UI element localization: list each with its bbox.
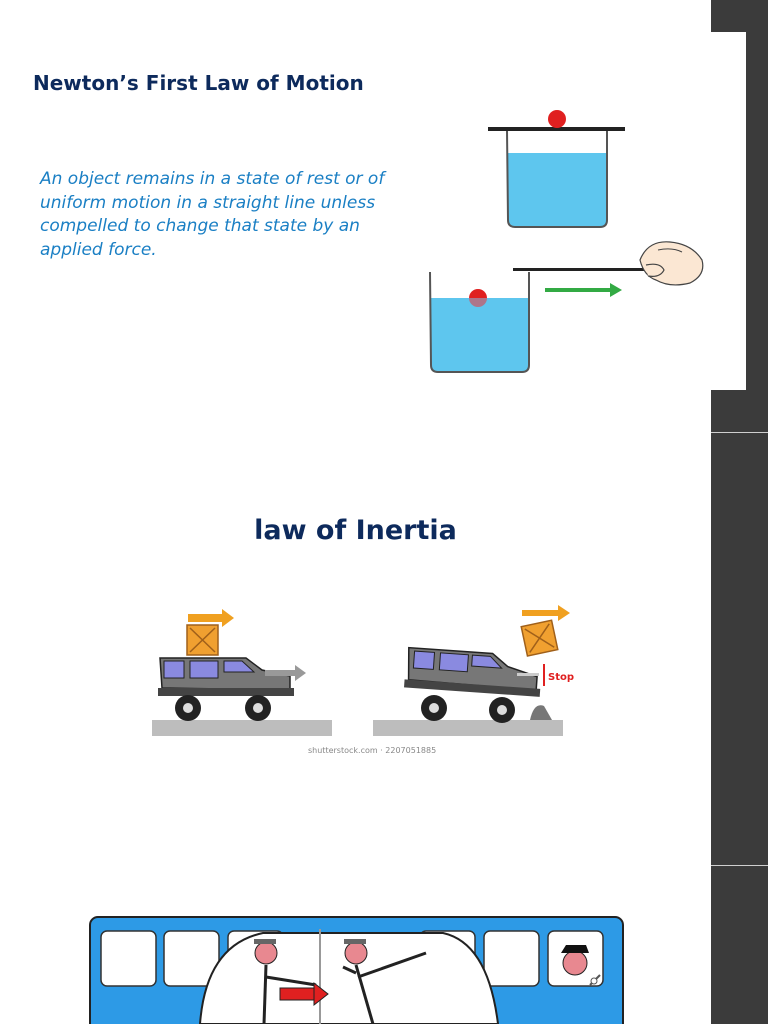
slide-title: law of Inertia: [254, 515, 457, 546]
coin: [548, 110, 566, 128]
stop-label: Stop: [548, 672, 575, 683]
water: [430, 298, 529, 372]
road: [373, 720, 563, 736]
panel-separator: [711, 432, 768, 433]
road: [152, 720, 332, 736]
coin-card-experiment-illustration: [420, 100, 720, 385]
bus-inertia-illustration: [88, 915, 628, 1024]
bottom-beaker: [430, 242, 703, 372]
card: [513, 268, 648, 271]
stopped-car: [373, 605, 574, 736]
top-beaker: [488, 110, 625, 227]
slide-body-text: An object remains in a state of rest or of uniform motion in a straight line unless compelled to change that state by an applied force.: [40, 169, 385, 260]
force-arrow: [280, 988, 314, 1000]
image-credit: shutterstock.com · 2207051885: [308, 746, 437, 755]
hand-icon: [640, 242, 703, 285]
water: [507, 153, 607, 227]
stone: [530, 705, 552, 720]
slide-title: Newton’s First Law of Motion: [33, 71, 364, 95]
motion-arrow: [522, 605, 570, 621]
car-inertia-illustration: [150, 600, 580, 745]
panel-separator: [711, 865, 768, 866]
coin: [469, 289, 487, 298]
moving-car: [152, 609, 332, 736]
